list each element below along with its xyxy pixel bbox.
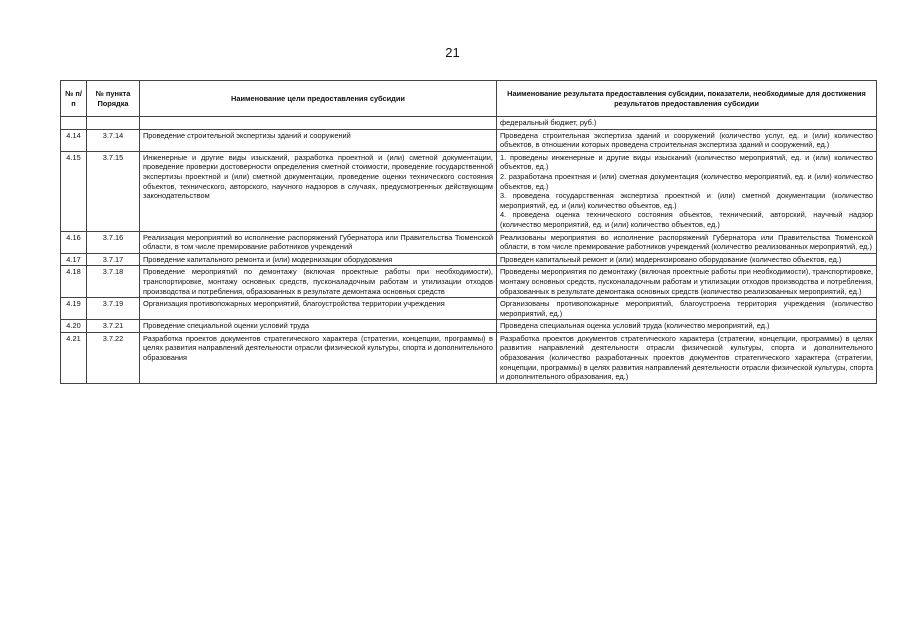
result-line: 4. проведена оценка технического состояния объектов, технический, авторский, научный надзор (количество мероприятий, ед. и (или) количество объектов, ед.) [500, 210, 873, 229]
cell-clause: 3.7.16 [87, 231, 140, 253]
continuation-row [61, 117, 877, 130]
subsidy-goals-table [60, 80, 877, 384]
cell-goal: Организация противопожарных мероприятий, благоустройства территории учреждения [140, 298, 497, 320]
cell-result [497, 266, 877, 298]
cell-num: 4.17 [61, 253, 87, 266]
table-row [61, 266, 877, 298]
cell-goal: Реализация мероприятий во исполнение распоряжений Губернатора или Правительства Тюменской области, в том числе премирование работников учреждений [140, 231, 497, 253]
cell-num: 4.14 [61, 129, 87, 151]
table-row [61, 129, 877, 151]
result-line: Проведена специальная оценка условий труда (количество мероприятий, ед.) [500, 321, 770, 331]
header-goal: Наименование цели предоставления субсидии [140, 81, 497, 117]
cell-clause: 3.7.17 [87, 253, 140, 266]
result-line: Разработка проектов документов стратегического характера (стратегии, концепции, программы) в целях развития направлений деятельности отрасли физической культуры, спорта и дополнительного образования (количество разработанных проектов документов стратегического характера (стратегии, концепции, программы) в целях развития направлений деятельности отрасли физической культуры, спорта и дополнительного образования, ед.) [500, 333, 873, 382]
result-line: 2. разработана проектная и (или) сметная документация (количество мероприятий, ед. и (или) количество объектов, ед.) [500, 171, 873, 191]
header-result: Наименование результата предоставления субсидии, показатели, необходимые для достижения результатов предоставления субсидии [497, 81, 877, 117]
cell-goal: Проведение специальной оценки условий труда [140, 320, 497, 333]
cell-goal: Проведение мероприятий по демонтажу (включая проектные работы при необходимости), транспортировке, монтажу основных средств, пусконаладочным работам и утилизации отходов производства и потребления, образованных в результате демонтажа основных средств [140, 266, 497, 298]
table-row [61, 151, 877, 231]
cell-result [497, 320, 877, 333]
cell-clause: 3.7.22 [87, 332, 140, 383]
header-clause: № пункта Порядка [87, 81, 140, 117]
result-line: Проведена строительная экспертиза зданий и сооружений (количество услуг, ед. и (или) количество объектов, в отношении которых проведена строительная экспертиза зданий и сооружений, ед.) [500, 130, 873, 150]
cell-result: федеральный бюджет, руб.) [497, 117, 877, 130]
cell-clause: 3.7.15 [87, 151, 140, 231]
result-line: Организованы противопожарные мероприятий, благоустроена территория учреждения (количество мероприятий, ед.) [500, 299, 873, 318]
cell-result [497, 231, 877, 253]
table-row [61, 231, 877, 253]
cell-clause [87, 117, 140, 130]
cell-num: 4.21 [61, 332, 87, 383]
cell-result [497, 298, 877, 320]
cell-num: 4.19 [61, 298, 87, 320]
cell-goal: Инженерные и другие виды изысканий, разработка проектной и (или) сметной документации, проведение проверки достоверности определения сметной стоимости, проведение государственной экспертизы проектной и (или) сметной документации, проведение оценки технического состояния объектов, технического, авторского, научного надзоров в случаях, предусмотренных действующим законодательством [140, 151, 497, 231]
cell-clause: 3.7.19 [87, 298, 140, 320]
page-number: 21 [445, 45, 460, 60]
cell-num: 4.20 [61, 320, 87, 333]
cell-num [61, 117, 87, 130]
table-row [61, 320, 877, 333]
cell-clause: 3.7.18 [87, 266, 140, 298]
result-line: 1. проведены инженерные и другие виды изысканий (количество мероприятий, ед. и (или) количество объектов, ед.) [500, 152, 873, 172]
cell-result [497, 253, 877, 266]
header-num: № п/п [61, 81, 87, 117]
cell-goal: Проведение капитального ремонта и (или) модернизации оборудования [140, 253, 497, 266]
table-row [61, 298, 877, 320]
cell-clause: 3.7.21 [87, 320, 140, 333]
cell-num: 4.15 [61, 151, 87, 231]
result-line: Реализованы мероприятия во исполнение распоряжений Губернатора или Правительства Тюменской области, в том числе премирование работников учреждений (количество реализованных мероприятий, ед.) [500, 232, 873, 252]
cell-num: 4.18 [61, 266, 87, 298]
cell-goal: Проведение строительной экспертизы зданий и сооружений [140, 129, 497, 151]
table-row [61, 253, 877, 266]
cell-result [497, 332, 877, 383]
cell-goal: Разработка проектов документов стратегического характера (стратегии, концепции, программы) в целях развития направлений деятельности отрасли физической культуры, спорта и дополнительного образования [140, 332, 497, 383]
result-line: 3. проведена государственная экспертиза проектной и (или) сметной документации (количество мероприятий, ед. и (или) количество объектов, ед.) [500, 191, 873, 210]
result-line: Проведены мероприятия по демонтажу (включая проектные работы при необходимости), транспортировке, монтажу основных средств, пусконаладочным работам и утилизации отходов производства и потребления, образованных в результате демонтажа основных средств (количество реализованных мероприятий, ед.) [500, 267, 873, 296]
cell-num: 4.16 [61, 231, 87, 253]
cell-clause: 3.7.14 [87, 129, 140, 151]
cell-goal [140, 117, 497, 130]
result-line: Проведен капитальный ремонт и (или) модернизировано оборудование (количество объектов, ед.) [500, 254, 842, 264]
cell-result [497, 151, 877, 231]
table-row [61, 332, 877, 383]
table-header-row [61, 81, 877, 117]
cell-result [497, 129, 877, 151]
